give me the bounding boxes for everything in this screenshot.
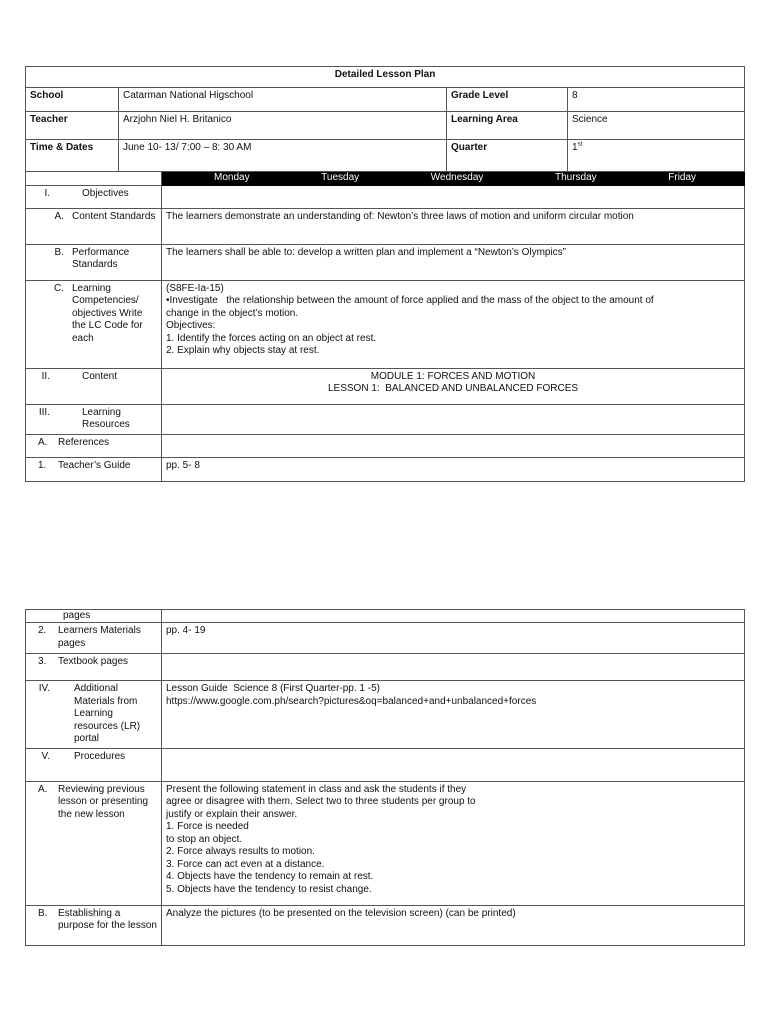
day-thursday: Thursday: [554, 172, 597, 183]
learning-area-label: Learning Area: [447, 112, 568, 140]
textbook-pages-label: 3. Textbook pages: [26, 654, 162, 681]
day-friday: Friday: [668, 172, 697, 183]
school-value: Catarman National Higschool: [119, 88, 447, 112]
school-label: School: [26, 88, 119, 112]
day-monday: Monday: [214, 172, 250, 183]
grade-level-label: Grade Level: [447, 88, 568, 112]
learners-materials-label: 2. Learners Materials pages: [26, 623, 162, 654]
quarter-label: Quarter: [447, 140, 568, 172]
lesson-plan-table-1: [25, 66, 745, 482]
teacher-label: Teacher: [26, 112, 119, 140]
additional-materials-text: Lesson Guide Science 8 (First Quarter-pp. 1 -5) https://www.google.com.ph/search?pictures&oq=balanced+and+unbalanced+forces: [162, 681, 745, 749]
days-header: [162, 172, 745, 186]
procedures-label: V. Procedures: [26, 748, 162, 781]
day-tuesday: Tuesday: [321, 172, 360, 183]
learners-materials-pages: pp. 4- 19: [162, 623, 745, 654]
establishing-purpose-label: B. Establishing a purpose for the lesson: [26, 905, 162, 945]
objectives-cell: I. Objectives: [26, 185, 162, 208]
pages-continued: pages: [26, 610, 162, 623]
document-title: Detailed Lesson Plan: [26, 67, 745, 88]
content-module: MODULE 1: FORCES AND MOTION LESSON 1: BALANCED AND UNBALANCED FORCES: [162, 368, 745, 404]
time-dates-label: Time & Dates: [26, 140, 119, 172]
additional-materials-label: IV. Additional Materials from Learning resources (LR) portal: [26, 681, 162, 749]
lesson-plan-table-2: [25, 609, 745, 946]
competencies-text: (S8FE-Ia-15) •Investigate the relationship between the amount of force applied and the mass of the object to the amount of change in the object’s motion. Objectives: 1. Identify the forces acting on an object at rest. 2. Explain why objects stay at rest.: [162, 280, 745, 368]
time-dates-value: June 10- 13/ 7:00 – 8: 30 AM: [119, 140, 447, 172]
reviewing-text: Present the following statement in class and ask the students if they agree or disagree with them. Select two to three students per group to justify or explain their answer. 1. Force is needed to stop an object. 2. Force always results to motion. 3. Force can act even at a distance. 4. Objects have the tendency to remain at rest. 5. Objects have the tendency to resist change.: [162, 781, 745, 905]
teachers-guide-pages: pp. 5- 8: [162, 457, 745, 481]
reviewing-label: A. Reviewing previous lesson or presenting the new lesson: [26, 781, 162, 905]
content-standards-text: The learners demonstrate an understanding of: Newton’s three laws of motion and uniform circular motion: [162, 208, 745, 244]
references-label: A. References: [26, 434, 162, 457]
days-blank: [26, 172, 162, 186]
content-standards-label: A. Content Standards: [26, 208, 162, 244]
performance-standards-text: The learners shall be able to: develop a written plan and implement a “Newton’s Olympics”: [162, 244, 745, 280]
quarter-value: 1st: [568, 140, 745, 172]
learning-area-value: Science: [568, 112, 745, 140]
teachers-guide-label: 1. Teacher’s Guide: [26, 457, 162, 481]
learning-resources-label: III. Learning Resources: [26, 404, 162, 434]
grade-level-value: 8: [568, 88, 745, 112]
day-wednesday: Wednesday: [430, 172, 484, 183]
competencies-label: C. Learning Competencies/ objectives Write the LC Code for each: [26, 280, 162, 368]
content-label: II. Content: [26, 368, 162, 404]
performance-standards-label: B. Performance Standards: [26, 244, 162, 280]
teacher-value: Arzjohn Niel H. Britanico: [119, 112, 447, 140]
establishing-purpose-text: Analyze the pictures (to be presented on the television screen) (can be printed): [162, 905, 745, 945]
